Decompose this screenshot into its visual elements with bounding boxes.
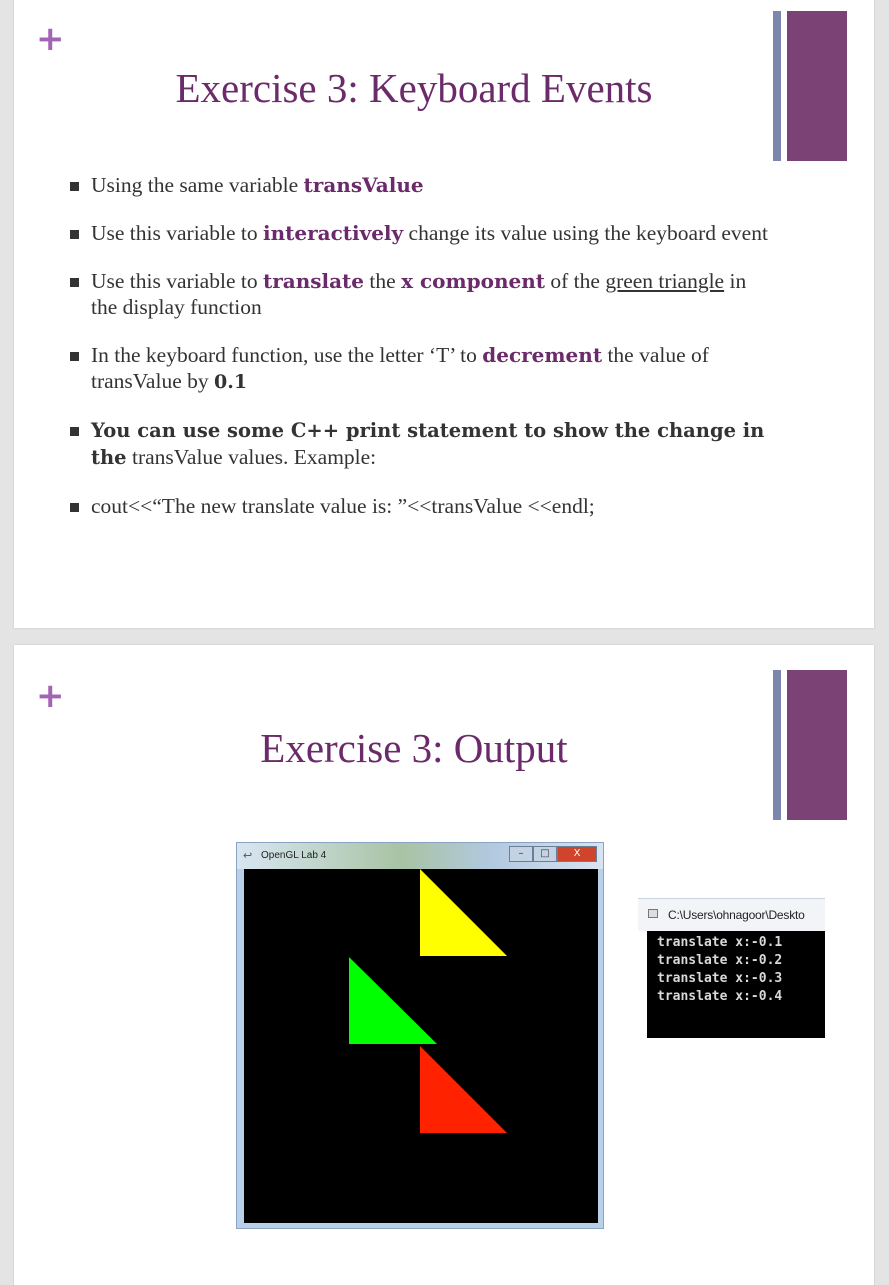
bullet-square-icon bbox=[70, 352, 79, 361]
green-triangle bbox=[349, 957, 437, 1044]
bullet-square-icon bbox=[70, 278, 79, 287]
console-line: translate x:-0.2 bbox=[657, 953, 783, 968]
console-app-icon bbox=[648, 909, 658, 918]
bullet-list bbox=[70, 172, 770, 541]
bullet-item: Use this variable to translate the x component of the green triangle in the display function bbox=[70, 268, 770, 320]
slide-title: Exercise 3: Keyboard Events bbox=[175, 65, 653, 111]
back-arrow-icon: ↩ bbox=[243, 849, 253, 862]
opengl-canvas bbox=[244, 869, 598, 1223]
bullet-item: cout<<“The new translate value is: ”<<transValue <<endl; bbox=[70, 493, 770, 519]
bullet-square-icon bbox=[70, 503, 79, 512]
bullet-item: You can use some C++ print statement to show the change in the transValue values. Example: bbox=[70, 417, 770, 471]
bullet-square-icon bbox=[70, 427, 79, 436]
console-titlebar bbox=[638, 898, 825, 931]
console-window bbox=[638, 898, 825, 1038]
bullet-item: Using the same variable transValue bbox=[70, 172, 770, 198]
yellow-triangle bbox=[420, 869, 507, 956]
console-output bbox=[647, 931, 825, 1038]
red-triangle bbox=[420, 1046, 507, 1133]
console-title: C:\Users\ohnagoor\Deskto bbox=[668, 908, 805, 922]
window-titlebar bbox=[237, 843, 603, 869]
bullet-square-icon bbox=[70, 182, 79, 191]
window-title: OpenGL Lab 4 bbox=[261, 850, 327, 861]
plus-icon: + bbox=[36, 19, 65, 59]
close-button[interactable]: X bbox=[557, 846, 597, 862]
maximize-icon[interactable]: □ bbox=[533, 846, 557, 862]
bullet-square-icon bbox=[70, 230, 79, 239]
bullet-item: Use this variable to interactively change its value using the keyboard event bbox=[70, 220, 770, 246]
bullet-item: In the keyboard function, use the letter ‘T’ to decrement the value of transValue by 0.1 bbox=[70, 342, 770, 395]
opengl-window bbox=[236, 842, 604, 1229]
console-line: translate x:-0.1 bbox=[657, 935, 783, 950]
slide-keyboard-events bbox=[14, 0, 874, 628]
minimize-icon[interactable]: – bbox=[509, 846, 533, 862]
triangles-svg bbox=[244, 869, 598, 1223]
console-line: translate x:-0.3 bbox=[657, 971, 783, 986]
slide-title: Exercise 3: Output bbox=[260, 725, 568, 771]
console-line: translate x:-0.4 bbox=[657, 989, 783, 1004]
plus-icon: + bbox=[36, 676, 65, 716]
slide-output bbox=[14, 645, 874, 1285]
window-controls bbox=[509, 846, 597, 862]
